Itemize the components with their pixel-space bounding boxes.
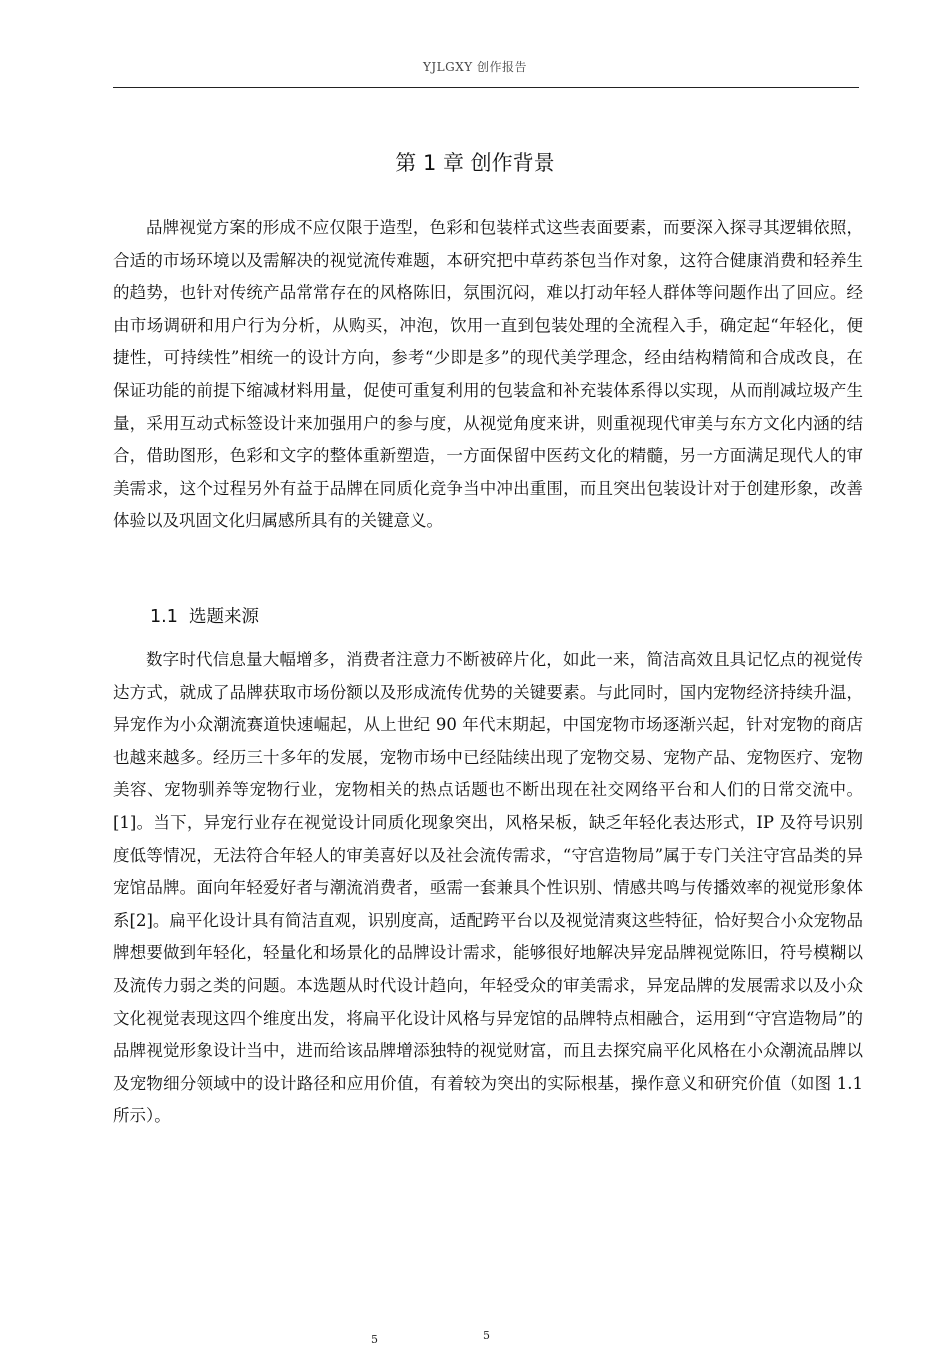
page-number: 5 xyxy=(371,1333,378,1346)
body-paragraph: 数字时代信息量大幅增多，消费者注意力不断被碎片化，如此一来，简洁高效且具记忆点的视觉传达方式，就成了品牌获取市场份额以及形成流传优势的关键要素。与此同时，国内宠物经济持续升温，异宠作为小众潮流赛道快速崛起，从上世纪 90 年代末期起，中国宠物市场逐渐兴起，针对宠物的商店也越来越多。经历三十多年的发展，宠物市场中已经陆续出现了宠物交易、宠物产品、宠物医疗、宠物美容、宠物驯养等宠物行业，宠物相关的热点话题也不断出现在社交网络平台和人们的日常交流中。[1]。当下，异宠行业存在视觉设计同质化现象突出，风格呆板，缺乏年轻化表达形式，IP 及符号识别度低等情况，无法符合年轻人的审美喜好以及社会流传需求，“守宫造物局”属于专门关注守宫品类的异宠馆品牌。面向年轻爱好者与潮流消费者，亟需一套兼具个性识别、情感共鸣与传播效率的视觉形象体系[2]。扁平化设计具有简洁直观，识别度高，适配跨平台以及视觉清爽这些特征，恰好契合小众宠物品牌想要做到年轻化，轻量化和场景化的品牌设计需求，能够很好地解决异宠品牌视觉陈旧，符号模糊以及流传力弱之类的问题。本选题从时代设计趋向，年轻受众的审美需求，异宠品牌的发展需求以及小众文化视觉表现这四个维度出发，将扁平化设计风格与异宠馆的品牌特点相融合，运用到“守宫造物局”的品牌视觉形象设计当中，进而给该品牌增添独特的视觉财富，而且去探究扁平化风格在小众潮流品牌以及宠物细分领域中的设计路径和应用价值，有着较为突出的实际根基，操作意义和研究价值（如图 1.1 所示）。 xyxy=(113,650,863,1126)
header-divider xyxy=(113,87,859,88)
page-number: 5 xyxy=(483,1329,490,1342)
running-header: YJLGXY 创作报告 xyxy=(422,60,528,74)
chapter-title: 第 1 章 创作背景 xyxy=(395,151,555,175)
section-heading: 1.1 选题来源 xyxy=(150,607,259,627)
body-paragraph: 品牌视觉方案的形成不应仅限于造型，色彩和包装样式这些表面要素，而要深入探寻其逻辑依照，合适的市场环境以及需解决的视觉流传难题，本研究把中草药茶包当作对象，这符合健康消费和轻养生的趋势，也针对传统产品常常存在的风格陈旧，氛围沉闷，难以打动年轻人群体等问题作出了回应。经由市场调研和用户行为分析，从购买，冲泡，饮用一直到包装处理的全流程入手，确定起“年轻化，便捷性，可持续性”相统一的设计方向，参考“少即是多”的现代美学理念，经由结构精简和合成改良，在保证功能的前提下缩减材料用量，促使可重复利用的包装盒和补充装体系得以实现，从而削减垃圾产生量，采用互动式标签设计来加强用户的参与度，从视觉角度来讲，则重视现代审美与东方文化内涵的结合，借助图形，色彩和文字的整体重新塑造，一方面保留中医药文化的精髓，另一方面满足现代人的审美需求，这个过程另外有益于品牌在同质化竞争当中冲出重围，而且突出包装设计对于创建形象，改善体验以及巩固文化归属感所具有的关键意义。 xyxy=(113,218,863,531)
